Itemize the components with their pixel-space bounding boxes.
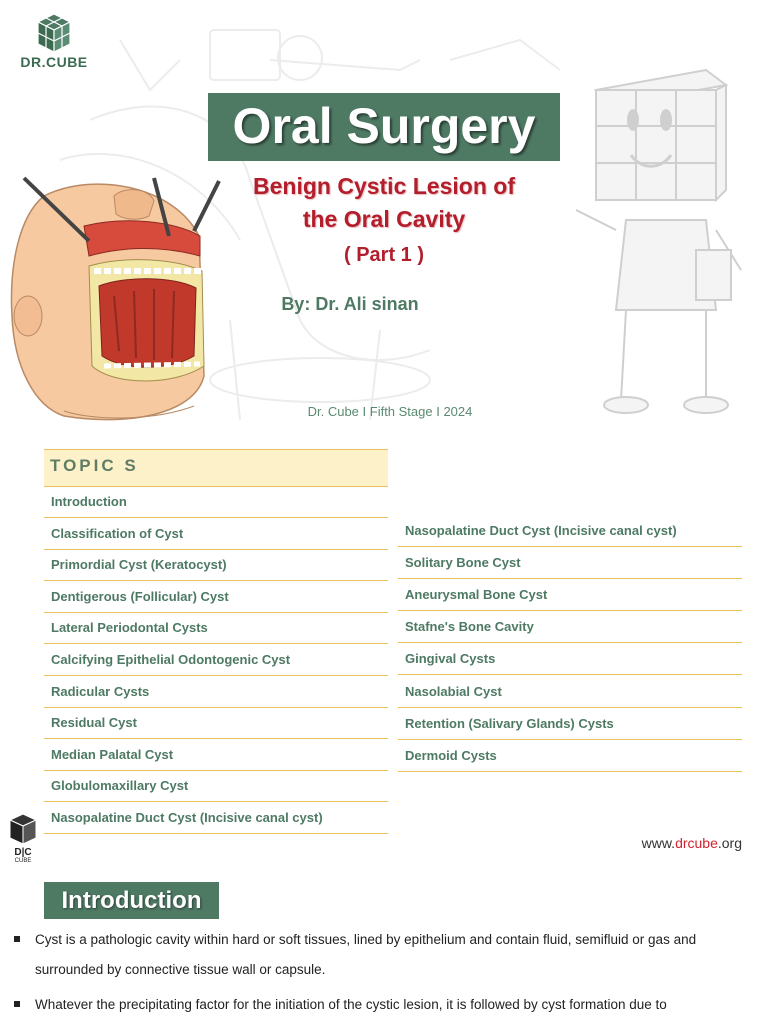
website-link[interactable] xyxy=(600,835,742,851)
bullet-icon xyxy=(14,936,20,942)
author: By: Dr. Ali sinan xyxy=(281,294,419,314)
website-prefix: www. xyxy=(641,835,676,851)
bullet-text: Cyst is a pathologic cavity within hard or soft tissues, lined by epithelium and contain fluid, semifluid or gas and surrounded by connective tissue wall or capsule. xyxy=(35,932,697,977)
bullet-icon xyxy=(14,1001,20,1007)
topic-item: Stafne's Bone Cavity xyxy=(398,612,742,643)
topics-heading: TOPIC S xyxy=(50,456,139,475)
subtitle xyxy=(210,170,558,236)
page-title: Oral Surgery xyxy=(232,98,536,154)
topic-item: Dentigerous (Follicular) Cyst xyxy=(44,582,388,613)
topic-item: Globulomaxillary Cyst xyxy=(44,771,388,802)
topic-item: Retention (Salivary Glands) Cysts xyxy=(398,709,742,740)
topic-item: Introduction xyxy=(44,487,388,518)
topic-item: Primordial Cyst (Keratocyst) xyxy=(44,550,388,581)
subtitle-line-2: the Oral Cavity xyxy=(302,206,466,232)
topic-item: Dermoid Cysts xyxy=(398,741,742,772)
bullet-text: Whatever the precipitating factor for the initiation of the cystic lesion, it is followed by cyst formation due to xyxy=(35,997,667,1012)
topic-item: Nasopalatine Duct Cyst (Incisive canal cyst) xyxy=(398,516,742,547)
topic-item: Radicular Cysts xyxy=(44,677,388,708)
logo-text: DR.CUBE xyxy=(20,54,88,70)
intro-bullet-1 xyxy=(14,925,752,985)
topic-item: Calcifying Epithelial Odontogenic Cyst xyxy=(44,645,388,676)
cube-logo-small-icon xyxy=(6,812,40,862)
surgery-illustration xyxy=(4,176,226,426)
topic-item: Gingival Cysts xyxy=(398,644,742,675)
cube-mascot-illustration xyxy=(556,60,746,422)
topic-item: Median Palatal Cyst xyxy=(44,740,388,771)
topic-item: Nasopalatine Duct Cyst (Incisive canal cyst) xyxy=(44,803,388,834)
introduction-heading: Introduction xyxy=(61,887,202,914)
website-highlight: drcube xyxy=(675,835,718,851)
website-suffix: .org xyxy=(717,835,742,851)
subtitle-line-1: Benign Cystic Lesion of xyxy=(253,173,515,199)
intro-bullet-2 xyxy=(14,990,752,1020)
topic-item: Residual Cyst xyxy=(44,708,388,739)
part-label: ( Part 1 ) xyxy=(343,244,425,266)
topic-item: Aneurysmal Bone Cyst xyxy=(398,580,742,611)
svg-text:D|C: D|C xyxy=(14,847,32,858)
topic-item: Solitary Bone Cyst xyxy=(398,548,742,579)
edition-info: Dr. Cube I Fifth Stage I 2024 xyxy=(307,404,473,419)
topic-item: Lateral Periodontal Cysts xyxy=(44,613,388,644)
topic-item: Nasolabial Cyst xyxy=(398,677,742,708)
svg-text:CUBE: CUBE xyxy=(14,858,32,862)
topic-item: Classification of Cyst xyxy=(44,519,388,550)
